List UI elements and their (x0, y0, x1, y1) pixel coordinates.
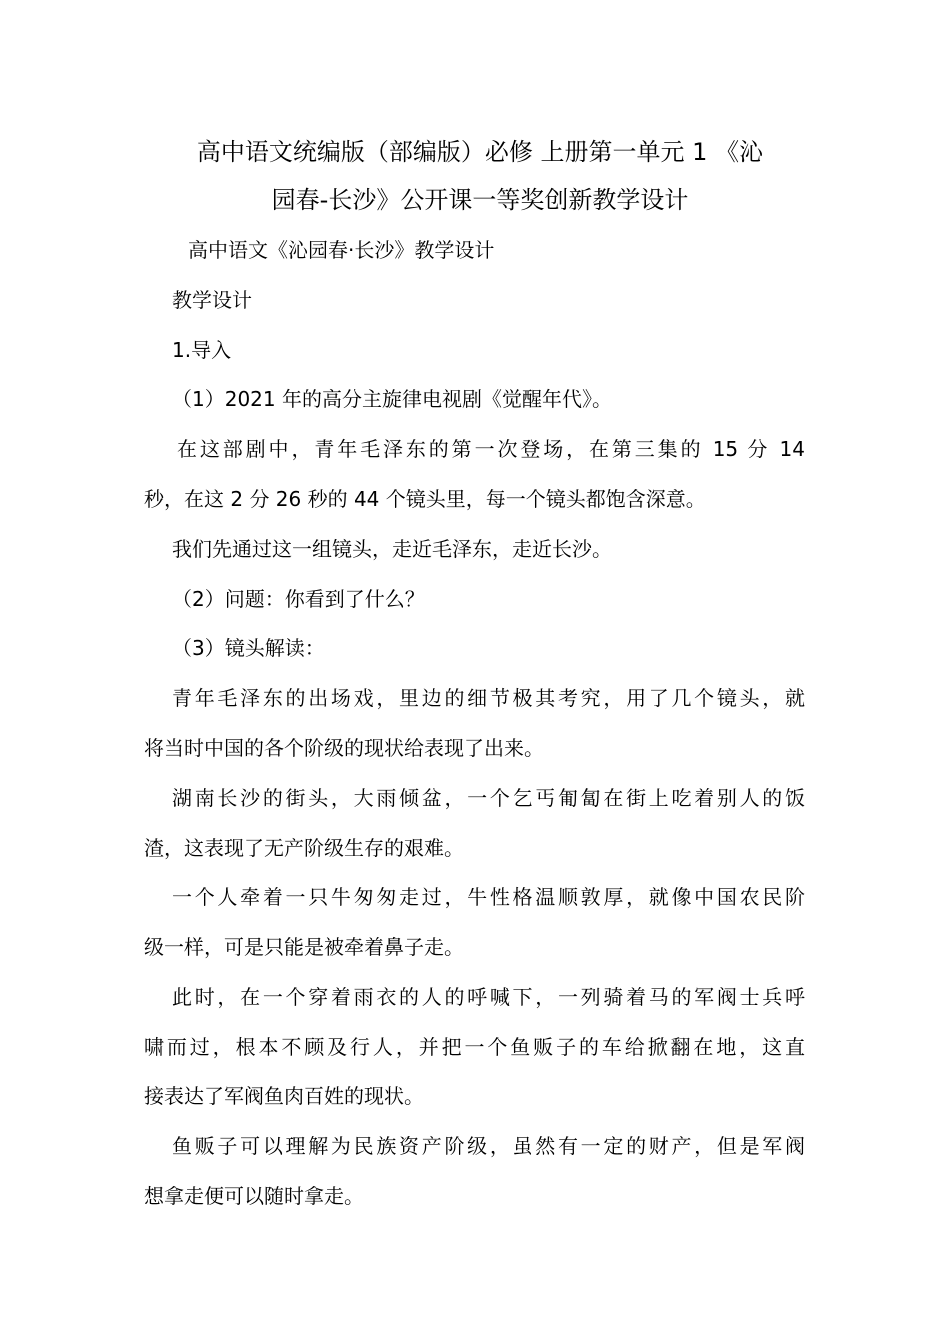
paragraph-7-line-2: 渣，这表现了无产阶级生存的艰难。 (144, 836, 464, 860)
paragraph-10-line-1: 鱼贩子可以理解为民族资产阶级，虽然有一定的财产，但是军阀 (172, 1134, 805, 1158)
paragraph-2-line-1: 在这部剧中，青年毛泽东的第一次登场，在第三集的 15 分 14 (177, 437, 805, 461)
paragraph-2-line-2: 秒，在这 2 分 26 秒的 44 个镜头里，每一个镜头都饱含深意。 (144, 487, 706, 511)
paragraph-6-line-1: 青年毛泽东的出场戏，里边的细节极其考究，用了几个镜头，就 (172, 686, 805, 710)
paragraph-7-line-1: 湖南长沙的街头，大雨倾盆，一个乞丐匍匐在街上吃着别人的饭 (172, 786, 805, 810)
document-title-line-1: 高中语文统编版（部编版）必修 上册第一单元 1 《沁 (196, 138, 764, 166)
paragraph-10-line-2: 想拿走便可以随时拿走。 (144, 1184, 364, 1208)
paragraph-9-line-3: 接表达了军阀鱼肉百姓的现状。 (144, 1084, 424, 1108)
paragraph-9-line-1: 此时，在一个穿着雨衣的人的呼喊下，一列骑着马的军阀士兵呼 (172, 985, 805, 1009)
paragraph-1: （1）2021 年的高分主旋律电视剧《觉醒年代》。 (172, 387, 612, 411)
paragraph-8-line-2: 级一样，可是只能是被牵着鼻子走。 (144, 935, 464, 959)
document-subtitle: 高中语文《沁园春·长沙》教学设计 (188, 238, 495, 262)
paragraph-5: （3）镜头解读： (172, 636, 325, 660)
section-heading: 教学设计 (172, 288, 252, 312)
paragraph-6-line-2: 将当时中国的各个阶级的现状给表现了出来。 (144, 736, 544, 760)
paragraph-3: 我们先通过这一组镜头，走近毛泽东，走近长沙。 (172, 537, 612, 561)
step-heading: 1.导入 (172, 338, 232, 362)
paragraph-8-line-1: 一个人牵着一只牛匆匆走过，牛性格温顺敦厚，就像中国农民阶 (172, 885, 805, 909)
paragraph-9-line-2: 啸而过，根本不顾及行人，并把一个鱼贩子的车给掀翻在地，这直 (144, 1035, 805, 1059)
document-title-line-2: 园春-长沙》公开课一等奖创新教学设计 (271, 186, 689, 214)
paragraph-4: （2）问题：你看到了什么？ (172, 587, 425, 611)
